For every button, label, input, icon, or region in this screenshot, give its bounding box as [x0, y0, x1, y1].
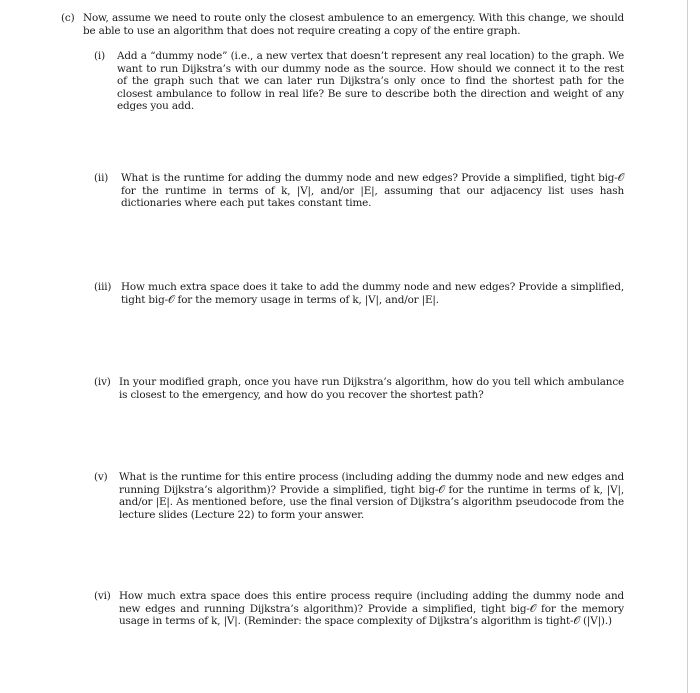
subquestion-iv-text: In your modified graph, once you have run Dijkstra’s algorithm, how do you tell which ambulance is closest to the emergency, and how do you recover the shortest path? [119, 376, 624, 401]
subquestion-i [94, 50, 624, 113]
subquestion-v-label: (v) [94, 471, 108, 483]
question-c-text: Now, assume we need to route only the closest ambulence to an emergency. With this change, we should be able to use an algorithm that does not require creating a copy of the entire graph. [83, 12, 624, 37]
subquestion-v-text: What is the runtime for this entire process (including adding the dummy node and new edges and running Dijkstra’s algorithm)? Provide a simplified, tight big-𝒪 for the runtime in terms of k, |V|, and/or |E|. As mentioned before, use the final version of Dijkstra’s algorithm pseudocode from the lecture slides (Lecture 22) to form your answer. [119, 471, 624, 521]
subquestion-v [94, 471, 624, 521]
subquestion-iv [94, 376, 624, 401]
subquestion-iii-label: (iii) [94, 281, 112, 293]
subquestion-vi [94, 590, 624, 628]
subquestion-ii-text: What is the runtime for adding the dummy node and new edges? Provide a simplified, tight big-𝒪 for the runtime in terms of k, |V|, and/or |E|, assuming that our adjacency list uses hash dictionaries where each put takes constant time. [121, 172, 624, 209]
subquestion-vi-text: How much extra space does this entire process require (including adding the dummy node and new edges and running Dijkstra’s algorithm)? Provide a simplified, tight big-𝒪 for the memory usage in terms of k, |V|. (Reminder: the space complexity of Dijkstra’s algorithm is tight-𝒪 (|V|).) [119, 590, 624, 627]
subquestion-ii [94, 172, 624, 210]
question-c [62, 12, 624, 37]
subquestion-iii [94, 281, 624, 306]
subquestion-iii-text: How much extra space does it take to add the dummy node and new edges? Provide a simplified, tight big-𝒪 for the memory usage in terms of k, |V|, and/or |E|. [121, 281, 624, 306]
subquestion-iv-label: (iv) [94, 376, 111, 388]
page-edge-divider [687, 0, 688, 693]
subquestion-ii-label: (ii) [94, 172, 109, 184]
subquestion-vi-label: (vi) [94, 590, 111, 602]
subquestion-i-label: (i) [94, 50, 105, 62]
subquestion-i-text: Add a “dummy node” (i.e., a new vertex that doesn’t represent any real location) to the graph. We want to run Dijkstra’s with our dummy node as the source. How should we connect it to the rest of the graph such that we can later run Dijkstra’s only once to find the shortest path for the closest ambulance to follow in real life? Be sure to describe both the direction and weight of any edges you add. [117, 50, 624, 112]
question-c-label: (c) [61, 12, 75, 24]
